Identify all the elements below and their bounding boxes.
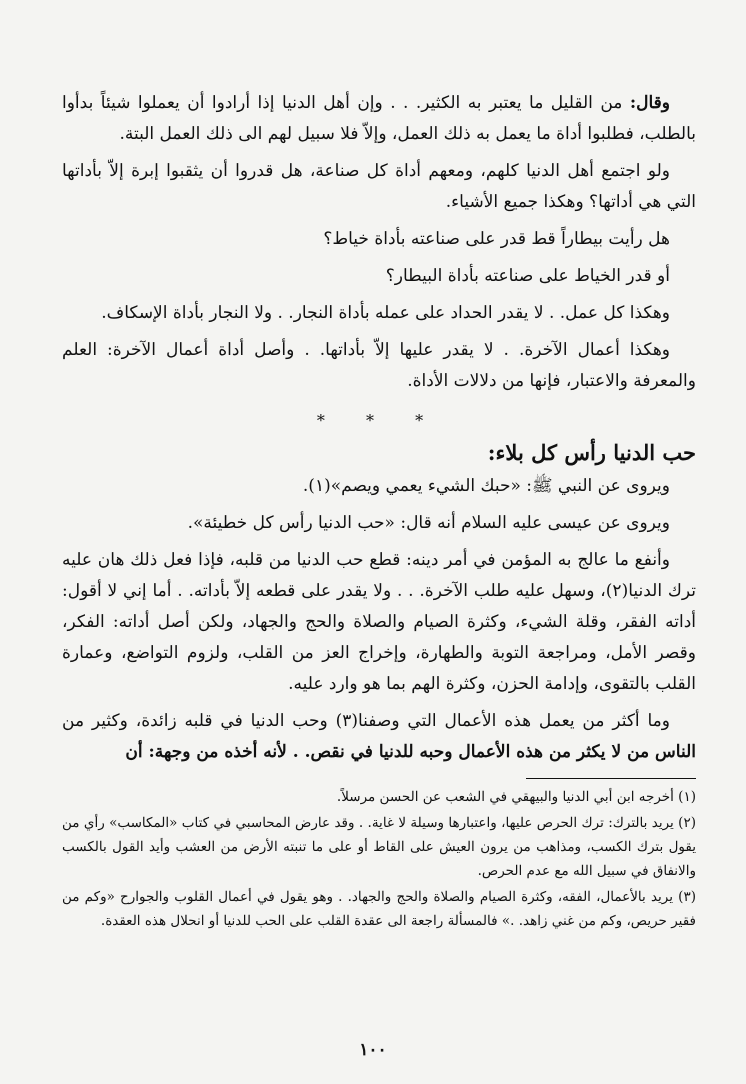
footnote-1: (١) أخرجه ابن أبي الدنيا والبيهقي في الشعب عن الحسن مرسلاً. [336,789,696,805]
paragraph-10-bold-text: الناس من لا يكثر من هذه الأعمال وحبه للدنيا في نقص. . لأنه أخذه من وجهة: أن [125,742,696,762]
paragraph-5: وهكذا كل عمل. . لا يقدر الحداد على عمله بأداة النجار. . ولا النجار بأداة الإسكاف. [101,303,670,323]
section-heading: حب الدنيا رأس كل بلاء: [487,440,696,465]
page-number: ١٠٠ [359,1040,387,1060]
paragraph-1-text: من القليل ما يعتبر به الكثير. . . وإن أهل الدنيا إذا أرادوا أن يعملوا شيئاً بدأوا بالطلب، فطلبوا أداة ما يعمل به ذلك العمل، وإلاّ فلا سبيل لهم الى ذلك العمل البتة. [62,93,696,144]
footnote-2: (٢) يريد بالترك: ترك الحرص عليها، واعتبارها وسيلة لا غاية. . وقد عارض المحاسبي في كتاب «المكاسب» رأي من يقول بترك الكسب، ومذاهب من يرون العيش على القاط أو على ما تنبته الأرض من العشب وأيد القول بالكسب والانفاق في سبيل الله مع عدم الحرص. [62,815,696,879]
paragraph-2: ولو اجتمع أهل الدنيا كلهم، ومعهم أداة كل صناعة، هل قدروا أن يثقبوا إبرة إلاّ بأداتها التي هي أداتها؟ وهكذا جميع الأشياء. [62,161,696,212]
paragraph-4: أو قدر الخياط على صناعته بأداة البيطار؟ [385,266,670,286]
paragraph-1 [62,88,696,150]
paragraph-lead: وقال: [629,93,670,113]
paragraph-10-text: وما أكثر من يعمل هذه الأعمال التي وصفنا(٣) وحب الدنيا في قلبه زائدة، وكثير من [62,711,670,731]
footnote-3: (٣) يريد بالأعمال، الفقه، وكثرة الصيام والصلاة والحج والجهاد. . وهو يقول في أعمال القلوب والجوارح «وكم من فقير حريص، وكم من غني زاهد. .» فالمسألة راجعة الى عقدة القلب على الحب للدنيا أو انحلال هذه العقدة. [62,889,696,929]
paragraph-10 [62,706,696,768]
paragraph-3: هل رأيت بيطاراً قط قدر على صناعته بأداة خياط؟ [323,229,670,249]
section-divider-stars: * * * [316,411,442,430]
footnote-separator [526,778,696,779]
paragraph-7: ويروى عن النبي ﷺ: «حبك الشيء يعمي ويصم»(١). [302,476,670,496]
paragraph-6: وهكذا أعمال الآخرة. . لا يقدر عليها إلاّ بأداتها. . وأصل أداة أعمال الآخرة: العلم والمعرفة والاعتبار، فإنها من دلالات الأداة. [62,340,696,391]
paragraph-9: وأنفع ما عالج به المؤمن في أمر دينه: قطع حب الدنيا من قلبه، فإذا فعل ذلك هان عليه ترك الدنيا(٢)، وسهل عليه طلب الآخرة. . . ولا يقدر على قطعه إلاّ بأداته. . أما إني لا أقول: أداته الفقر، وقلة الشيء، وكثرة الصيام والصلاة والحج والجهاد، ولكن أصل أداته: الفكر، وقصر الأمل، ومراجعة التوبة والطهارة، وإخراج العز من القلب، ولزوم التواضع، وعمارة القلب بالتقوى، وإدامة الحزن، وكثرة الهم بما هو وارد عليه. [62,550,696,694]
paragraph-8: ويروى عن عيسى عليه السلام أنه قال: «حب الدنيا رأس كل خطيئة». [187,513,670,533]
